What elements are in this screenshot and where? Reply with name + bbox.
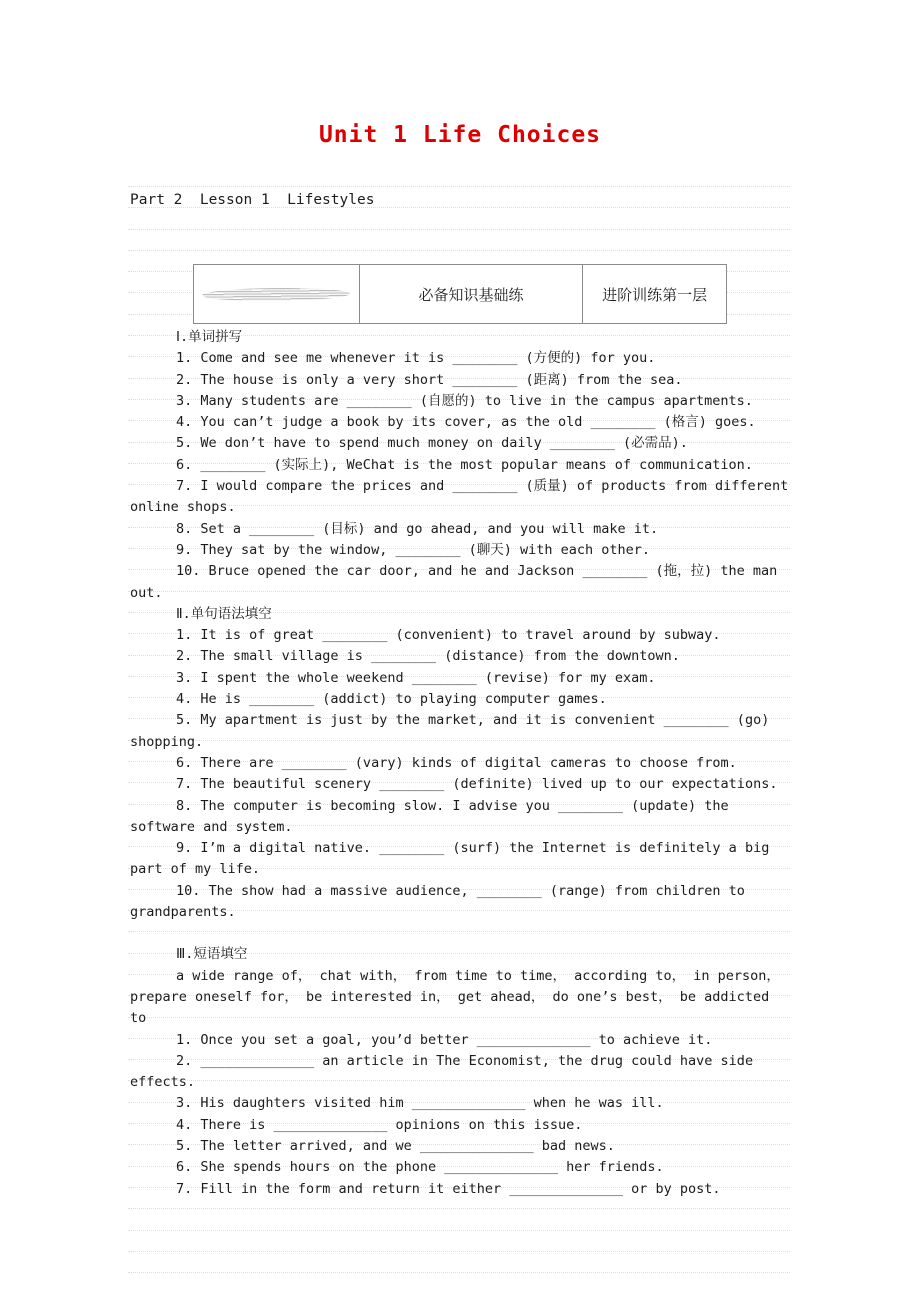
exercise-item: 1. Come and see me whenever it is ________ (方便的) for you. [176, 350, 656, 367]
exercise-item: 8. Set a ________ (目标) and go ahead, and you will make it. [176, 520, 659, 537]
exercise-item: 4. He is ________ (addict) to playing computer games. [176, 691, 607, 708]
exercise-item: 10. Bruce opened the car door, and he and Jackson ________ (拖，拉) the man out. [130, 563, 786, 601]
banner-label-basic: 必备知识基础练 [359, 265, 583, 323]
exercise-item: 5. We don’t have to spend much money on daily ________ (必需品). [176, 435, 688, 452]
exercise-item: 1. Once you set a goal, you’d better ______________ to achieve it. [176, 1031, 713, 1048]
exercise-item: 6. ________ (实际上), WeChat is the most popular means of communication. [176, 456, 753, 473]
banner-table [193, 264, 727, 324]
exercise-item: 6. She spends hours on the phone ______________ her friends. [176, 1159, 664, 1176]
exercise-item: 3. I spent the whole weekend ________ (revise) for my exam. [176, 669, 656, 686]
exercise-item: 2. The small village is ________ (distance) from the downtown. [176, 648, 680, 665]
lesson-subtitle: Part 2 Lesson 1 Lifestyles [130, 192, 375, 208]
exercise-item: 2. ______________ an article in The Economist, the drug could have side effects. [130, 1052, 762, 1091]
exercise-item: 5. The letter arrived, and we ______________ bad news. [176, 1137, 615, 1154]
exercise-item: 2. The house is only a very short ________ (距离) from the sea. [176, 371, 683, 388]
exercise-item: 3. Many students are ________ (自愿的) to live in the campus apartments. [176, 392, 753, 409]
exercise-item: 4. You can’t judge a book by its cover, as the old ________ (格言) goes. [176, 414, 756, 431]
banner-scribble-cell [194, 265, 359, 323]
scribble-graphic [202, 287, 350, 302]
exercise-item: 5. My apartment is just by the market, and it is convenient ________ (go) shopping. [130, 712, 778, 750]
page-title: Unit 1 Life Choices [318, 122, 602, 148]
exercise-item: 9. I’m a digital native. ________ (surf) the Internet is definitely a big part of my life. [130, 840, 778, 878]
exercise-item: 3. His daughters visited him ______________ when he was ill. [176, 1095, 664, 1112]
section-3-heading: Ⅲ.短语填空 [176, 946, 248, 963]
banner-label-advanced: 进阶训练第一层 [582, 265, 726, 323]
exercise-item: 7. I would compare the prices and ________ (质量) of products from different online shops. [130, 478, 797, 516]
section-2-heading: Ⅱ.单句语法填空 [176, 605, 272, 622]
exercise-item: 7. Fill in the form and return it either ______________ or by post. [176, 1180, 721, 1197]
exercise-item: 6. There are ________ (vary) kinds of digital cameras to choose from. [176, 754, 737, 771]
exercise-item: 8. The computer is becoming slow. I advise you ________ (update) the software and system. [130, 797, 737, 835]
exercise-item: 10. The show had a massive audience, ________ (range) from children to grandparents. [130, 882, 754, 921]
exercise-item: 1. It is of great ________ (convenient) to travel around by subway. [176, 627, 721, 644]
exercise-item: 7. The beautiful scenery ________ (definite) lived up to our expectations. [176, 776, 778, 793]
worksheet-body [130, 327, 797, 1200]
phrase-bank: a wide range of， chat with， from time to time， according to， in person， prepare oneself for， be interested in， get ahead， do one’s best， be addicted to [130, 967, 789, 1027]
exercise-item: 4. There is ______________ opinions on this issue. [176, 1116, 583, 1133]
section-1-heading: Ⅰ.单词拼写 [176, 329, 243, 345]
exercise-item: 9. They sat by the window, ________ (聊天) with each other. [176, 541, 651, 558]
